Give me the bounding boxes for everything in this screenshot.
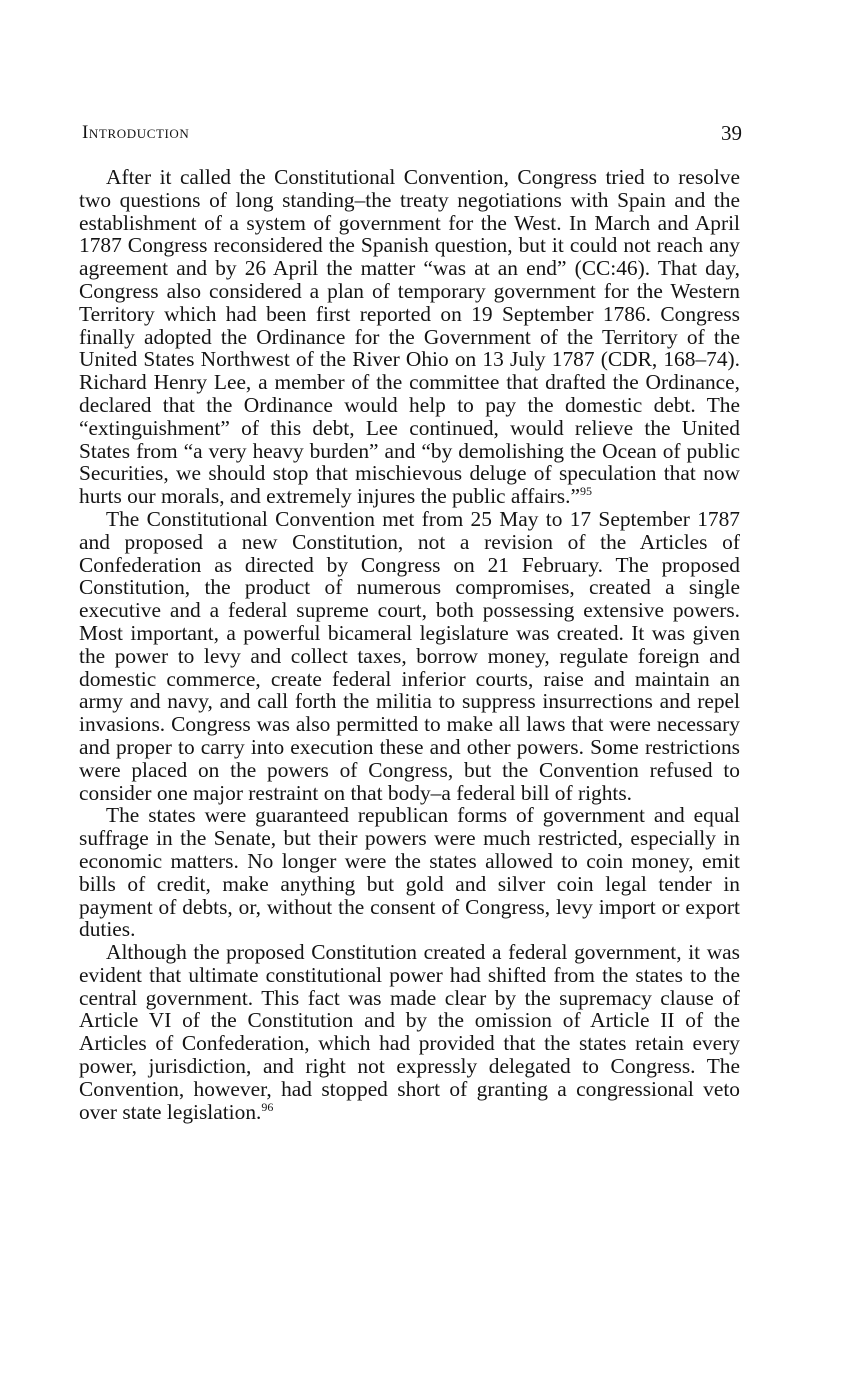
paragraph [79,166,740,508]
footnote-reference: 95 [579,484,592,499]
footnote-reference: 96 [261,1099,274,1114]
page-number: 39 [721,121,742,145]
section-title: Introduction [82,122,190,143]
body-text [79,166,740,1123]
paragraph-text: Although the proposed Constitution created a federal government, it was evident that ultimate constitutional power had shifted from the states to the central government. This fact was made clear by the supremacy clause of Article VI of the Constitution and by the omission of Article II of the Articles of Confederation, which had provided that the states retain every power, jurisdiction, and right not expressly delegated to Congress. The Convention, however, had stopped short of granting a congressional veto over state legislation. [79,940,740,1124]
paragraph [79,804,740,941]
paragraph [79,941,740,1123]
paragraph-text: The Constitutional Convention met from 25 May to 17 September 1787 and proposed a new Constitution, not a revision of the Articles of Confederation as directed by Congress on 21 February. The proposed Constitution, the product of numerous compromises, created a single executive and a federal supreme court, both possessing extensive powers. Most important, a powerful bicameral legislature was created. It was given the power to levy and collect taxes, borrow money, regulate foreign and domestic commerce, create federal inferior courts, raise and maintain an army and navy, and call forth the militia to suppress insurrections and repel invasions. Congress was also permitted to make all laws that were necessary and proper to carry into execution these and other powers. Some restrictions were placed on the powers of Congress, but the Convention refused to consider one major restraint on that body–a federal bill of rights. [79,506,740,805]
running-head [82,118,742,148]
paragraph-text: After it called the Constitutional Convention, Congress tried to resolve two questions of long standing–the treaty negotiations with Spain and the establishment of a system of government for the West. In March and April 1787 Congress reconsidered the Spanish question, but it could not reach any agreement and by 26 April the matter “was at an end” (CC:46). That day, Congress also considered a plan of temporary government for the Western Territory which had been first reported on 19 September 1786. Congress finally adopted the Ordinance for the Government of the Territory of the United States Northwest of the River Ohio on 13 July 1787 (CDR, 168–74). Richard Henry Lee, a member of the committee that drafted the Ordinance, declared that the Ordinance would help to pay the domestic debt. The “extinguishment” of this debt, Lee continued, would relieve the United States from “a very heavy burden” and “by demolishing the Ocean of public Securities, we should stop that mischievous deluge of speculation that now hurts our morals, and extremely injures the public affairs.” [79,165,740,509]
paragraph [79,508,740,804]
paragraph-text: The states were guaranteed republican forms of government and equal suffrage in the Senate, but their powers were much restricted, especially in economic matters. No longer were the states allowed to coin money, emit bills of credit, make anything but gold and silver coin legal tender in payment of debts, or, without the consent of Congress, levy import or export duties. [79,803,740,942]
